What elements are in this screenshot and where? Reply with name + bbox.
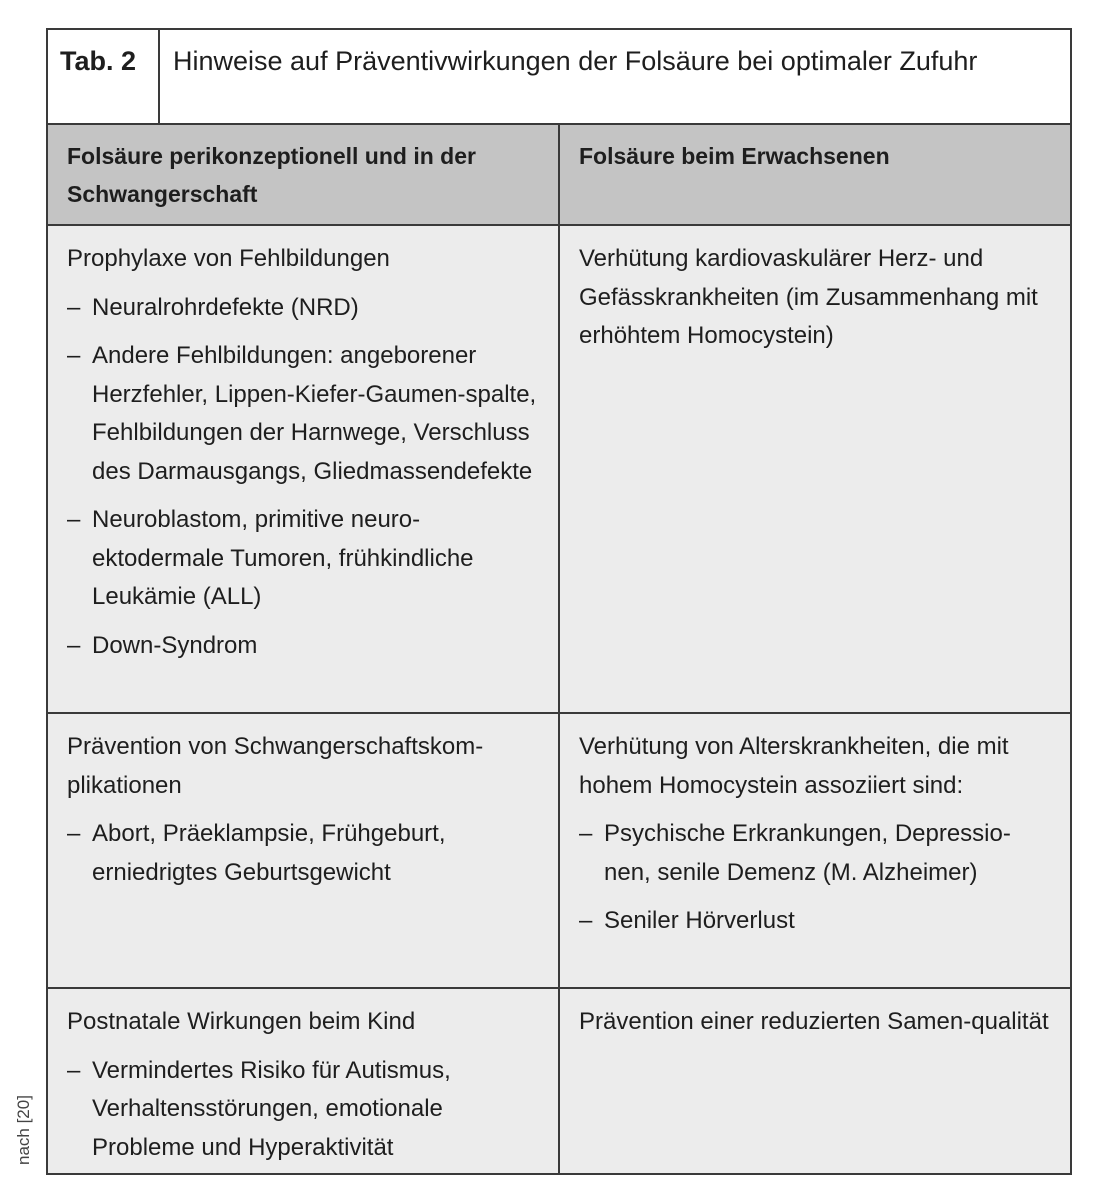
table-cell [560, 714, 1070, 987]
column-header-pregnancy: Folsäure perikonzeptionell und in der Schwangerschaft [48, 125, 560, 224]
list-item [67, 1052, 540, 1168]
table-row [48, 989, 1070, 1173]
cell-heading: Prophylaxe von Fehlbildungen [67, 245, 390, 272]
cell-heading: Prävention einer reduzierten Samen-qualität [579, 1008, 1049, 1035]
list-item-text: Neuralrohrdefekte (NRD) [92, 293, 359, 321]
list-item [67, 815, 540, 892]
dash-bullet: – [579, 907, 593, 934]
table-header-row [48, 125, 1070, 226]
list-item-text: Neuroblastom, primitive neuro-ektodermale Tumoren, frühkindliche Leukämie (ALL) [92, 506, 474, 610]
list-item [67, 501, 540, 617]
cell-heading: Verhütung kardiovaskulärer Herz- und Gefässkrankheiten (im Zusammenhang mit erhöhtem Homocystein) [579, 245, 1038, 349]
table-cell [48, 989, 560, 1173]
dash-bullet: – [67, 631, 81, 659]
table-cell [48, 226, 560, 712]
table-title: Hinweise auf Präventivwirkungen der Folsäure bei optimaler Zufuhr [173, 46, 978, 76]
list-item-text: Seniler Hörverlust [604, 907, 795, 934]
cell-heading: Prävention von Schwangerschaftskom-plikationen [67, 733, 484, 799]
source-note: nach [20] [14, 1095, 33, 1165]
table-row [48, 714, 1070, 989]
list-item-text: Vermindertes Risiko für Autismus, Verhaltensstörungen, emotionale Probleme und Hyperaktivität [92, 1056, 451, 1161]
table [46, 28, 1072, 1175]
table-cell [560, 226, 1070, 712]
list-item [579, 902, 1052, 941]
dash-bullet: – [579, 820, 593, 847]
table-row [48, 226, 1070, 714]
dash-bullet: – [67, 820, 81, 847]
dash-bullet: – [67, 1056, 81, 1084]
table-cell [560, 989, 1070, 1173]
dash-bullet: – [67, 293, 81, 321]
list-item [67, 337, 540, 491]
table-label: Tab. 2 [48, 30, 160, 123]
table-cell [48, 714, 560, 987]
list-item [67, 627, 540, 666]
table-title-row [48, 30, 1070, 125]
cell-heading: Verhütung von Alterskrankheiten, die mit hohem Homocystein assoziiert sind: [579, 733, 1009, 799]
dash-bullet: – [67, 342, 81, 369]
list-item [579, 815, 1052, 892]
cell-heading: Postnatale Wirkungen beim Kind [67, 1008, 416, 1035]
list-item-text: Andere Fehlbildungen: angeborener Herzfehler, Lippen-Kiefer-Gaumen-spalte, Fehlbildungen der Harnwege, Verschluss des Darmausgangs, Gliedmassendefekte [92, 342, 537, 485]
list-item-text: Psychische Erkrankungen, Depressio-nen, senile Demenz (M. Alzheimer) [604, 820, 1011, 886]
list-item-text: Down-Syndrom [92, 631, 258, 659]
dash-bullet: – [67, 506, 81, 533]
list-item [67, 289, 540, 328]
list-item-text: Abort, Präeklampsie, Frühgeburt, erniedrigtes Geburtsgewicht [92, 820, 446, 886]
column-header-adult: Folsäure beim Erwachsenen [579, 143, 890, 169]
